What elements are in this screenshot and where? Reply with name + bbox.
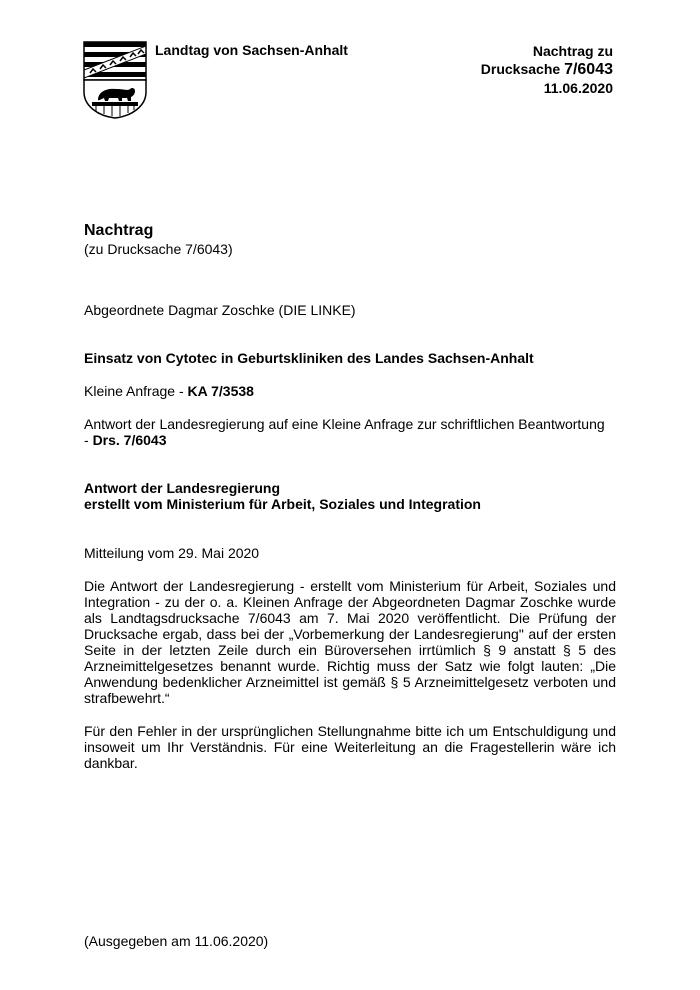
inquiry-reference bbox=[84, 383, 616, 399]
subject-heading: Einsatz von Cytotec in Geburtskliniken des Landes Sachsen-Anhalt bbox=[84, 350, 534, 366]
parliament-name: Landtag von Sachsen-Anhalt bbox=[155, 42, 348, 58]
document-date: 11.06.2020 bbox=[543, 80, 613, 96]
answer-heading-line1: Antwort der Landesregierung bbox=[84, 480, 281, 496]
answer-reference-prefix: - bbox=[84, 432, 93, 448]
page-subtitle: (zu Drucksache 7/6043) bbox=[84, 241, 233, 257]
saxony-anhalt-coat-of-arms-icon bbox=[82, 40, 148, 120]
page-title: Nachtrag bbox=[84, 222, 154, 239]
document-reference-line2 bbox=[481, 60, 613, 79]
document-reference-line1: Nachtrag zu bbox=[532, 43, 613, 59]
answer-heading bbox=[84, 480, 616, 512]
answer-reference-line2 bbox=[84, 432, 616, 448]
body-paragraph-1: Die Antwort der Landesregierung - erstellt vom Ministerium für Arbeit, Soziales und Integration - zu der o. a. Kleinen Anfrage der Abgeordneten Dagmar Zoschke wurde als Landtagsdrucksache 7/6043 am 7. Mai 2020 veröffentlicht. Die Prüfung der Drucksache ergab, dass bei der „Vorbemerkung der Landesregierung" auf der ersten Seite in der letzten Zeile durch ein Büroversehen irrtümlich § 9 anstatt § 5 des Arzneimittelgesetzes benannt wurde. Richtig muss der Satz wie folgt lauten: „Die Anwendung bedenklicher Arzneimittel ist gemäß § 5 Arzneimittelgesetz verboten und strafbewehrt.“ bbox=[84, 578, 616, 706]
answer-reference bbox=[84, 416, 616, 448]
notice-date: Mitteilung vom 29. Mai 2020 bbox=[84, 545, 260, 561]
inquiry-prefix: Kleine Anfrage - bbox=[84, 383, 188, 399]
document-reference-number: 7/6043 bbox=[564, 61, 613, 78]
answer-heading-line2: erstellt vom Ministerium für Arbeit, Soziales und Integration bbox=[84, 496, 481, 512]
answer-reference-text: Antwort der Landesregierung auf eine Kleine Anfrage zur schriftlichen Beantwortung bbox=[84, 416, 605, 432]
body-paragraph-2: Für den Fehler in der ursprünglichen Stellungnahme bitte ich um Entschuldigung und insoweit um Ihr Verständnis. Für eine Weiterleitung an die Fragestellerin wäre ich dankbar. bbox=[84, 723, 616, 771]
inquiry-code: KA 7/3538 bbox=[187, 383, 254, 399]
answer-reference-code: Drs. 7/6043 bbox=[92, 432, 167, 448]
document-reference bbox=[481, 42, 613, 97]
issue-date-footer: (Ausgegeben am 11.06.2020) bbox=[84, 933, 269, 949]
document-reference-prefix: Drucksache bbox=[480, 61, 561, 77]
author-line: Abgeordnete Dagmar Zoschke (DIE LINKE) bbox=[84, 302, 356, 318]
